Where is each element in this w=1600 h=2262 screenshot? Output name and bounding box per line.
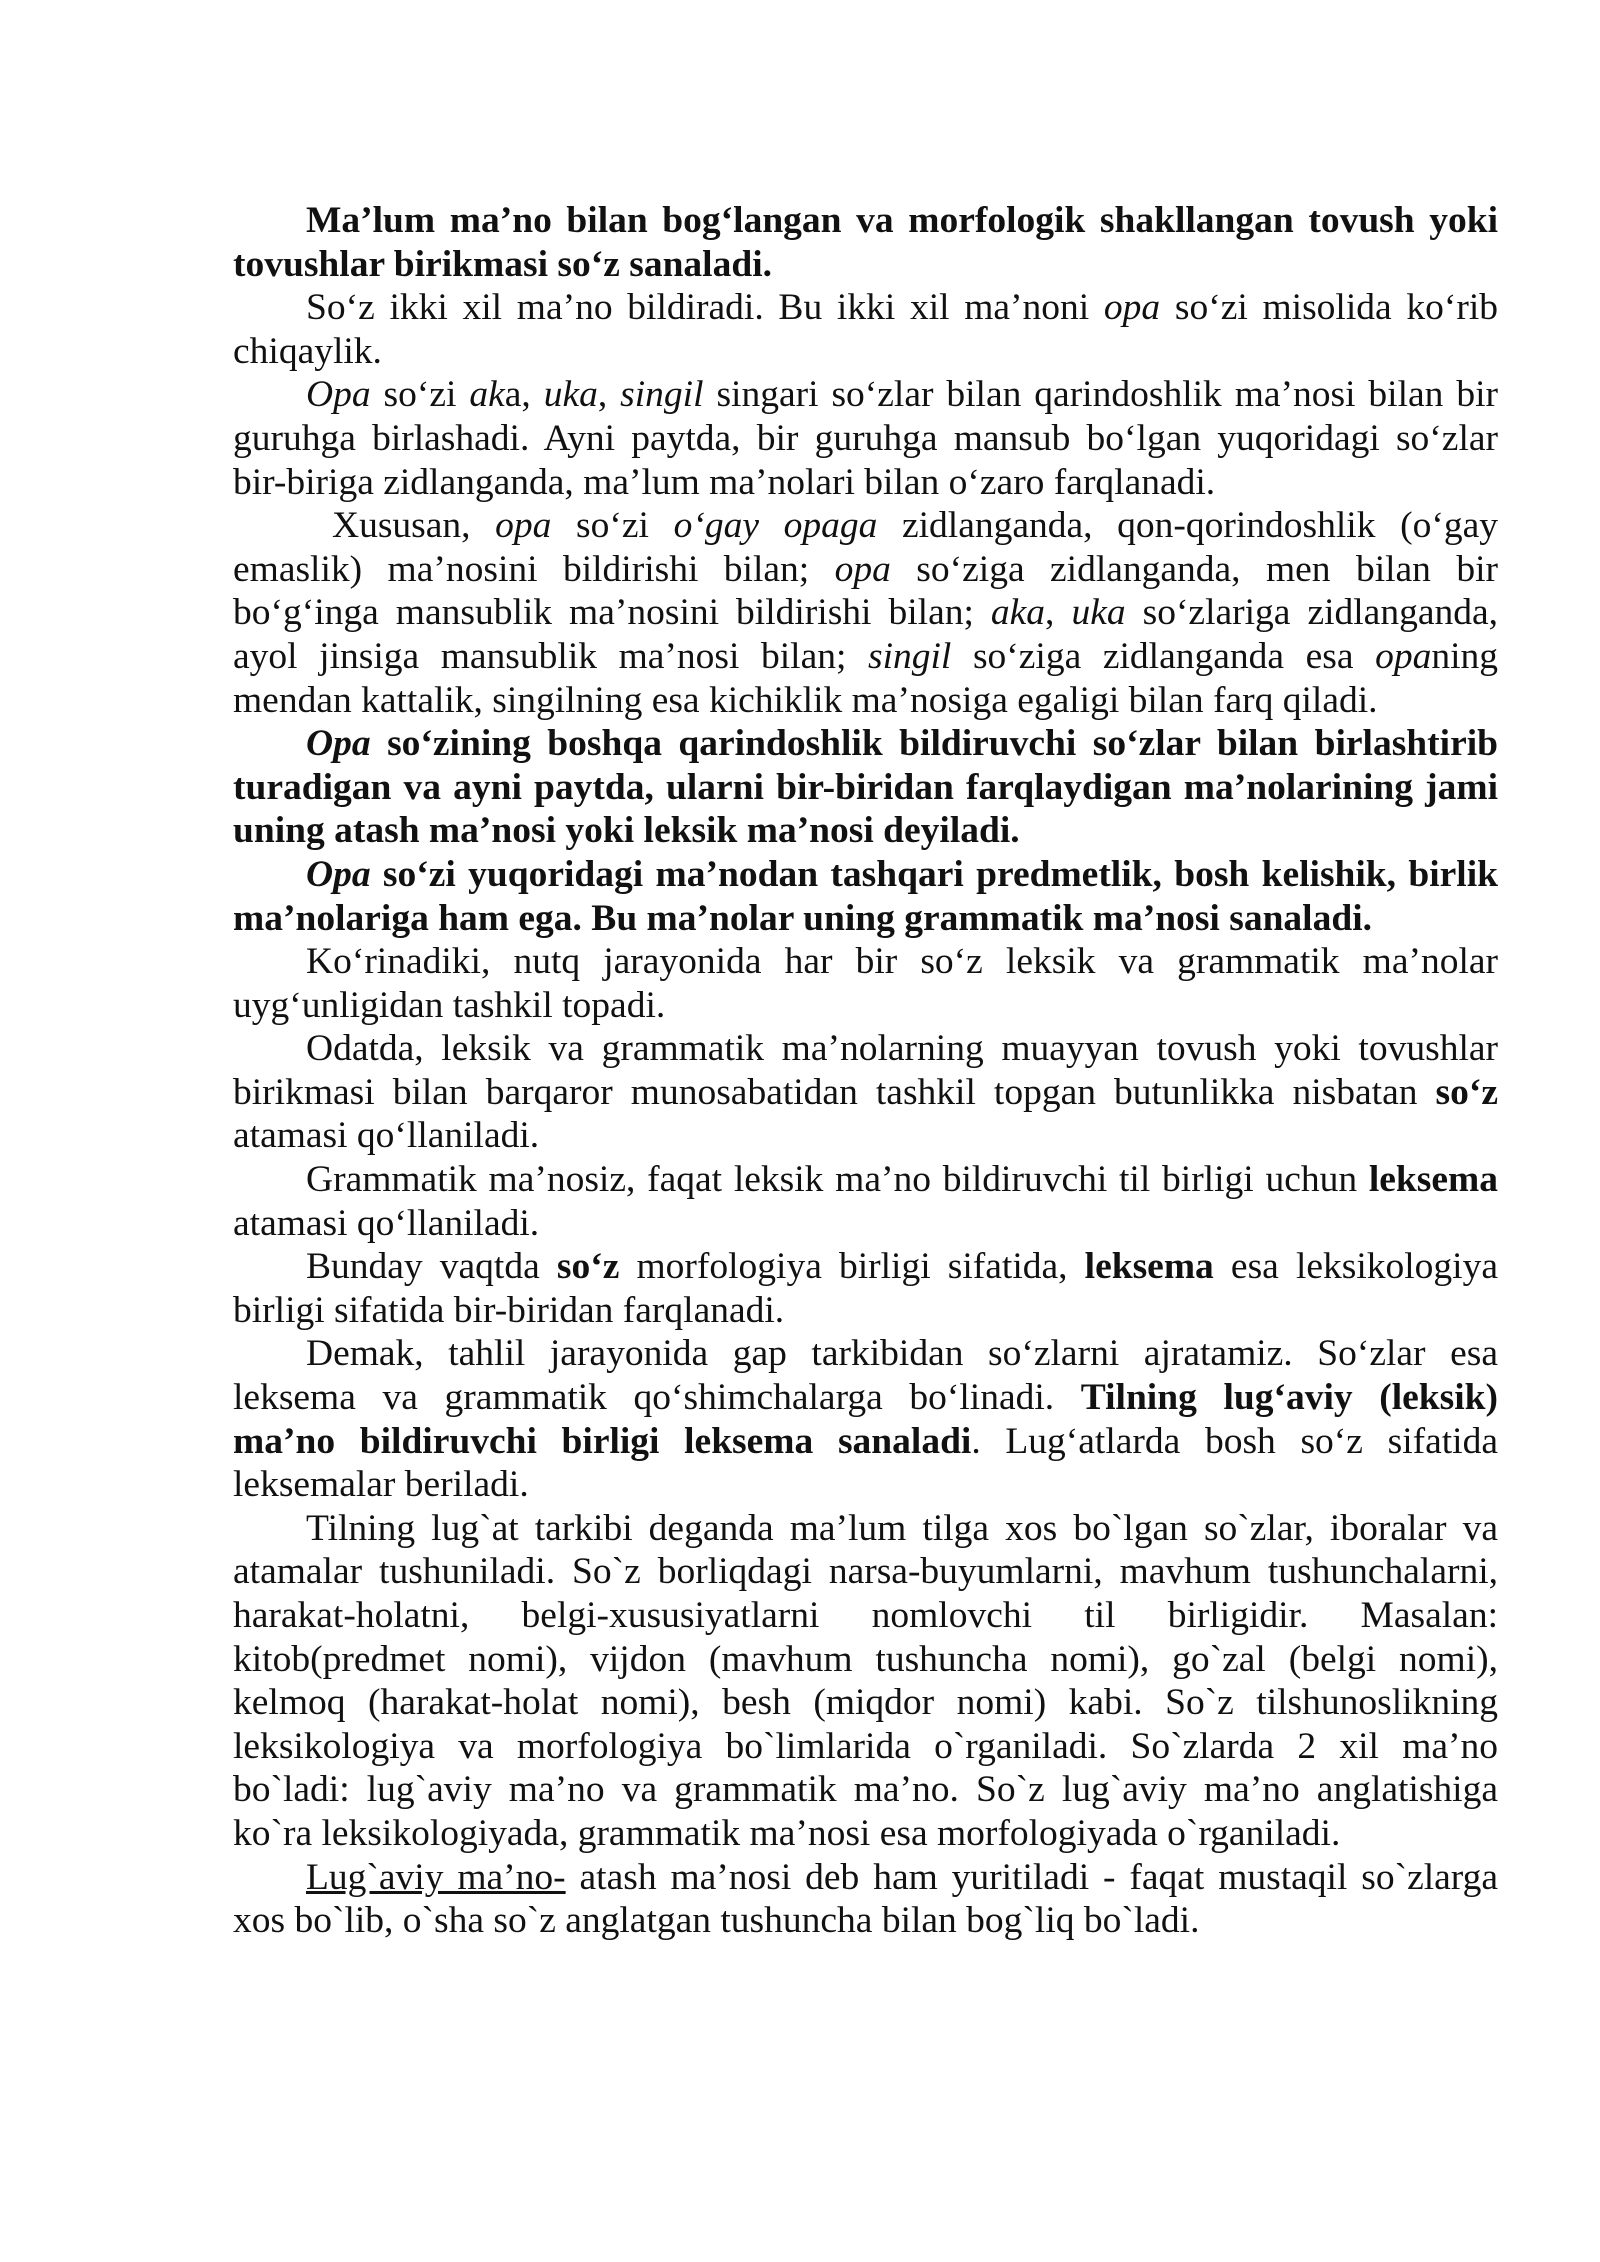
text-run: bir-biriga zidlanganda, ma’lum ma’nolari bilan o‘zaro farqlanadi. bbox=[233, 461, 1216, 503]
text-run: atamalar tushuniladi. So`z borliqdagi narsa-buyumlarni, mavhum tushunchalarni, bbox=[233, 1551, 1498, 1593]
bold-text: ma’no bildiruvchi birligi leksema sanaladi bbox=[233, 1420, 972, 1462]
text-line bbox=[233, 1114, 1498, 1158]
italic-text: opa bbox=[495, 505, 552, 547]
text-line bbox=[233, 373, 1498, 417]
paragraph bbox=[233, 373, 1498, 504]
paragraph bbox=[233, 286, 1498, 373]
text-line bbox=[233, 1420, 1498, 1464]
text-run: guruhga birlashadi. Ayni paytda, bir guruhga mansub bo‘lgan yuqoridagi so‘zlar bbox=[233, 417, 1498, 459]
text-run: atash ma’nosi deb ham yuritiladi - faqat mustaqil so`zlarga bbox=[565, 1856, 1498, 1898]
bold-text: so‘zi yuqoridagi ma’nodan tashqari predmetlik, bosh kelishik, birlik bbox=[370, 853, 1498, 895]
italic-text: uka bbox=[543, 374, 598, 416]
bold-italic-text: Opa bbox=[306, 723, 371, 765]
text-run: birikmasi bilan barqaror munosabatidan tashkil topgan butunlikka nisbatan bbox=[233, 1071, 1436, 1113]
text-line bbox=[233, 1594, 1498, 1638]
text-run: Bunday vaqtda bbox=[306, 1246, 557, 1288]
text-line bbox=[233, 897, 1498, 941]
paragraph bbox=[233, 504, 1498, 722]
text-run: leksemalar beriladi. bbox=[233, 1464, 529, 1506]
text-run: a, bbox=[504, 374, 544, 416]
text-run: atamasi qo‘llaniladi. bbox=[233, 1115, 540, 1157]
text-run: so‘zi bbox=[551, 505, 674, 547]
text-run: Xususan, bbox=[332, 505, 496, 547]
text-line bbox=[233, 1507, 1498, 1551]
text-line bbox=[233, 548, 1498, 592]
text-line bbox=[233, 1856, 1498, 1900]
text-line bbox=[233, 330, 1498, 374]
text-run: xos bo`lib, o`sha so`z anglatgan tushuncha bilan bog`liq bo`ladi. bbox=[233, 1900, 1200, 1942]
text-run: esa leksikologiya bbox=[1213, 1246, 1498, 1288]
italic-text: opa bbox=[834, 548, 891, 590]
paragraph bbox=[233, 940, 1498, 1027]
text-run: kelmoq (harakat-holat nomi), besh (miqdor nomi) kabi. So`z tilshunoslikning bbox=[233, 1682, 1498, 1724]
text-run: bo`ladi: lug`aviy ma’no va grammatik ma’no. So`z lug`aviy ma’no anglatishiga bbox=[233, 1769, 1498, 1811]
text-run: So‘z ikki xil ma’no bildiradi. Bu ikki xil ma’noni bbox=[306, 287, 1104, 329]
text-line bbox=[233, 1638, 1498, 1682]
text-run: Odatda, leksik va grammatik ma’nolarning muayyan tovush yoki tovushlar bbox=[306, 1028, 1498, 1070]
bold-text: Ma’lum ma’no bilan bog‘langan va morfologik shakllangan tovush yoki bbox=[306, 200, 1498, 241]
text-run: singari so‘zlar bilan qarindoshlik ma’nosi bilan bir bbox=[703, 374, 1498, 416]
italic-text: opa bbox=[1103, 287, 1161, 329]
bold-text: tovushlar birikmasi so‘z sanaladi. bbox=[233, 243, 772, 285]
text-run: Demak, tahlil jarayonida gap tarkibidan so‘zlarni ajratamiz. So‘zlar esa bbox=[306, 1333, 1498, 1375]
text-run: ning bbox=[1431, 635, 1498, 677]
text-line bbox=[233, 1899, 1498, 1943]
text-line bbox=[233, 766, 1498, 810]
text-run: zidlanganda, qon-qorindoshlik (o‘gay bbox=[877, 505, 1498, 547]
text-run: so‘ziga zidlanganda, men bilan bir bbox=[890, 548, 1499, 590]
text-run: . Lug‘atlarda bosh so‘z sifatida bbox=[971, 1420, 1498, 1462]
document-body bbox=[233, 199, 1498, 1943]
paragraph bbox=[233, 853, 1498, 940]
text-line bbox=[233, 1332, 1498, 1376]
text-line bbox=[233, 635, 1498, 679]
bold-text: uning atash ma’nosi yoki leksik ma’nosi deyiladi. bbox=[233, 810, 1020, 852]
italic-text: singil bbox=[620, 374, 704, 416]
text-line bbox=[233, 722, 1498, 766]
text-run: , bbox=[597, 374, 621, 416]
text-run: leksema va grammatik qo‘shimchalarga bo‘linadi. bbox=[233, 1377, 1081, 1419]
text-run: Ko‘rinadiki, nutq jarayonida har bir so‘z leksik va grammatik ma’nolar bbox=[306, 941, 1498, 983]
bold-text: Tilning lug‘aviy (leksik) bbox=[1080, 1377, 1499, 1419]
text-run: so‘zi bbox=[370, 374, 470, 416]
text-run: emaslik) ma’nosini bildirishi bilan; bbox=[233, 548, 835, 590]
italic-text: singil bbox=[868, 635, 952, 677]
text-run: bo‘g‘inga mansublik ma’nosini bildirishi bilan; bbox=[233, 592, 991, 634]
text-line bbox=[233, 1245, 1498, 1289]
italic-text: opa bbox=[1375, 635, 1432, 677]
text-line bbox=[233, 984, 1498, 1028]
text-line bbox=[233, 591, 1498, 635]
paragraph bbox=[233, 1507, 1498, 1856]
text-line bbox=[233, 679, 1498, 723]
text-run: , bbox=[1045, 592, 1072, 634]
text-line bbox=[233, 461, 1498, 505]
text-run: ayol jinsiga mansublik ma’nosi bilan; bbox=[233, 635, 868, 677]
text-run: so‘zi misolida ko‘rib bbox=[1160, 287, 1498, 329]
text-line bbox=[233, 1812, 1498, 1856]
text-run: atamasi qo‘llaniladi. bbox=[233, 1202, 540, 1244]
text-line bbox=[233, 243, 1498, 287]
text-line bbox=[233, 1202, 1498, 1246]
bold-text: so‘zining boshqa qarindoshlik bildiruvchi so‘zlar bilan birlashtirib bbox=[370, 723, 1498, 765]
text-line bbox=[233, 1550, 1498, 1594]
italic-text: uka bbox=[1071, 592, 1126, 634]
bold-text: leksema bbox=[1084, 1246, 1214, 1288]
text-run: leksikologiya va morfologiya bo`limlarida o`rganiladi. So`zlarda 2 xil ma’no bbox=[233, 1725, 1498, 1767]
text-line bbox=[233, 1027, 1498, 1071]
text-line bbox=[233, 1681, 1498, 1725]
text-line bbox=[233, 1768, 1498, 1812]
underlined-term: Lug`aviy ma’no- bbox=[306, 1856, 566, 1898]
italic-text: Opa bbox=[306, 374, 371, 416]
text-run: uyg‘unligidan tashkil topadi. bbox=[233, 984, 666, 1026]
text-line bbox=[233, 1463, 1498, 1507]
paragraph bbox=[233, 1856, 1498, 1943]
text-run: so‘ziga zidlanganda esa bbox=[951, 635, 1376, 677]
bold-italic-text: Opa bbox=[306, 853, 371, 895]
bold-text: so‘z bbox=[1435, 1071, 1498, 1113]
bold-text: so‘z bbox=[556, 1246, 620, 1288]
text-line bbox=[233, 286, 1498, 330]
text-run: chiqaylik. bbox=[233, 330, 382, 372]
text-line bbox=[233, 417, 1498, 461]
text-run: harakat-holatni, belgi-xususiyatlarni nomlovchi til birligidir. Masalan: bbox=[233, 1595, 1498, 1636]
text-line bbox=[233, 853, 1498, 897]
text-run: Tilning lug`at tarkibi deganda ma’lum tilga xos bo`lgan so`zlar, iboralar va bbox=[306, 1507, 1498, 1549]
text-run: mendan kattalik, singilning esa kichiklik ma’nosiga egaligi bilan farq qiladi. bbox=[233, 679, 1378, 721]
paragraph bbox=[233, 1332, 1498, 1506]
text-run: Grammatik ma’nosiz, faqat leksik ma’no bildiruvchi til birligi uchun bbox=[306, 1159, 1369, 1201]
paragraph bbox=[233, 1158, 1498, 1245]
bold-text: ma’nolariga ham ega. Bu ma’nolar uning grammatik ma’nosi sanaladi. bbox=[233, 897, 1372, 939]
text-run: kitob(predmet nomi), vijdon (mavhum tushuncha nomi), go`zal (belgi nomi), bbox=[233, 1638, 1498, 1680]
italic-text: aka bbox=[990, 592, 1046, 634]
text-line bbox=[233, 1725, 1498, 1769]
text-run: birligi sifatida bir-biridan farqlanadi. bbox=[233, 1289, 785, 1331]
bold-text: leksema bbox=[1368, 1159, 1498, 1201]
text-line bbox=[233, 1376, 1498, 1420]
text-line bbox=[233, 504, 1498, 548]
paragraph bbox=[233, 722, 1498, 853]
text-line bbox=[233, 199, 1498, 243]
text-run: ko`ra leksikologiyada, grammatik ma’nosi esa morfologiyada o`rganiladi. bbox=[233, 1812, 1341, 1854]
text-line bbox=[233, 940, 1498, 984]
paragraph bbox=[233, 1245, 1498, 1332]
paragraph bbox=[233, 199, 1498, 286]
bold-text: turadigan va ayni paytda, ularni bir-biridan farqlaydigan ma’nolarining jami bbox=[233, 766, 1498, 808]
text-run: so‘zlariga zidlanganda, bbox=[1125, 592, 1498, 634]
italic-text: ak bbox=[469, 374, 505, 416]
text-line bbox=[233, 809, 1498, 853]
text-line bbox=[233, 1071, 1498, 1115]
text-run: morfologiya birligi sifatida, bbox=[619, 1246, 1085, 1288]
paragraph bbox=[233, 1027, 1498, 1158]
italic-text: o‘gay opaga bbox=[673, 505, 878, 547]
text-line bbox=[233, 1289, 1498, 1333]
text-line bbox=[233, 1158, 1498, 1202]
